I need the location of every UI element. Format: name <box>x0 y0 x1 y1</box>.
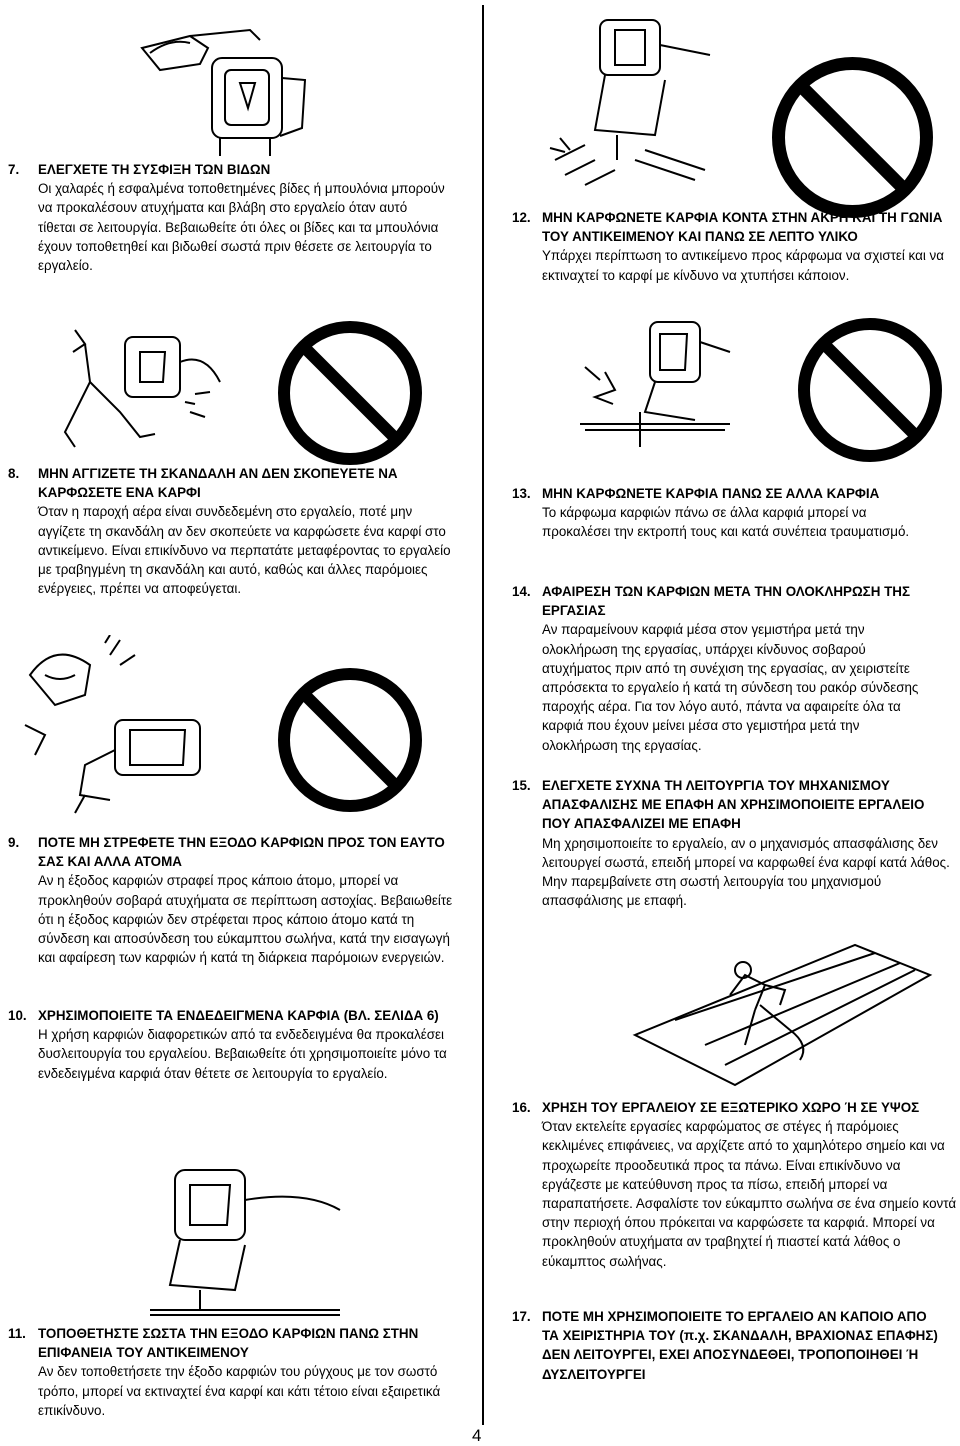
warning-item-14 <box>512 582 932 755</box>
item-heading: ΧΡΗΣΗ ΤΟΥ ΕΡΓΑΛΕΙΟΥ ΣΕ ΕΞΩΤΕΡΙΚΟ ΧΩΡΟ Ή ΣΕ ΥΨΟΣ <box>542 1100 920 1115</box>
item-text: Η χρήση καρφιών διαφορετικών από τα ενδεδειγμένα θα προκαλέσει δυσλειτουργία του εργαλείου. Βεβαιωθείτε ότι χρησιμοποιείτε μόνο τα ενδεδειγμένα καρφιά όταν θέτετε σε λειτουργία το εργαλείο. <box>38 1027 447 1081</box>
item-text: Όταν εκτελείτε εργασίες καρφώματος σε στέγες ή παρόμοιες κεκλιμένες επιφάνειες, να αρχίζετε από το χαμηλότερο σημείο και να προχωρείτε προοδευτικά προς τα πάνω. Είναι επικίνδυνο να εργάζεστε με κατεύθυνση προς τα πίσω, επειδή μπορεί να παραπατήσετε. Ασφαλίστε τον εύκαμπτο σωλήνα σε ένα σημείο κοντά στην περιοχή όπου πρόκειται να καρφώσετε τα καρφιά. Μπορεί να προκληθούν ατυχήματα αν τραβηχτεί ή πιαστεί κατά λάθος ο εύκαμπτος σωλήνας. <box>542 1119 957 1269</box>
item-heading: ΠΟΤΕ ΜΗ ΣΤΡΕΦΕΤΕ ΤΗΝ ΕΞΟΔΟ ΚΑΡΦΙΩΝ ΠΡΟΣ ΤΟΝ ΕΑΥΤΟ ΣΑΣ ΚΑΙ ΑΛΛΑ ΑΤΟΜΑ <box>38 835 445 870</box>
illustration-correct-placement <box>145 1160 345 1320</box>
warning-item-15 <box>512 776 952 910</box>
illustration-nail-on-nail <box>575 312 735 452</box>
column-divider <box>482 5 484 1425</box>
item-number: 15. <box>512 778 531 793</box>
item-text: Υπάρχει περίπτωση το αντικείμενο προς κάρφωμα να σχιστεί και να εκτιναχτεί το καρφί με κίνδυνο να χτυπήσει κάποιον. <box>542 248 944 283</box>
item-heading: ΠΟΤΕ ΜΗ ΧΡΗΣΙΜΟΠΟΙΕΙΤΕ ΤΟ ΕΡΓΑΛΕΙΟ ΑΝ ΚΑΠΟΙΟ ΑΠΟ ΤΑ ΧΕΙΡΙΣΤΗΡΙΑ ΤΟΥ (π.χ. ΣΚΑΝΔΑΛΗ, ΒΡΑΧΙΟΝΑΣ ΕΠΑΦΗΣ) ΔΕΝ ΛΕΙΤΟΥΡΓΕΙ, ΕΧΕΙ ΑΠΟΣΥΝΔΕΘΕΙ, ΤΡΟΠΟΠΟΙΗΘΕΙ Ή ΔΥΣΛΕΙΤΟΥΡΓΕΙ <box>542 1309 938 1382</box>
item-number: 13. <box>512 486 531 501</box>
item-number: 8. <box>8 466 20 481</box>
item-number: 11. <box>8 1326 26 1341</box>
warning-item-7 <box>8 160 448 275</box>
warning-item-17 <box>512 1307 942 1384</box>
item-text: Οι χαλαρές ή εσφαλμένα τοποθετημένες βίδες ή μπουλόνια μπορούν να προκαλέσουν ατυχήματα και βλάβη στο εργαλείο όταν αυτό τίθεται σε λειτουργία. Βεβαιωθείτε ότι όλες οι βίδες και τα μπουλόνια έχουν τοποθετηθεί και βιδωθεί σωστά πριν θέσετε σε λειτουργία το εργαλείο. <box>38 181 445 274</box>
item-number: 16. <box>512 1100 531 1115</box>
item-heading: ΧΡΗΣΙΜΟΠΟΙΕΙΤΕ ΤΑ ΕΝΔΕΔΕΙΓΜΕΝΑ ΚΑΡΦΙΑ (ΒΛ. ΣΕΛΙΔΑ 6) <box>38 1008 439 1023</box>
warning-item-13 <box>512 484 932 542</box>
item-number: 10. <box>8 1008 27 1023</box>
item-text: Μη χρησιμοποιείτε το εργαλείο, αν ο μηχανισμός απασφάλισης δεν λειτουργεί σωστά, επειδή μπορεί να καρφωθεί ένα καρφί κατά λάθος. Μην παρεμβαίνετε στη σωστή λειτουργία του μηχανισμού απασφάλισης με επαφή. <box>542 835 950 909</box>
item-heading: ΕΛΕΓΧΕΤΕ ΤΗ ΣΥΣΦΙΞΗ ΤΩΝ ΒΙΔΩΝ <box>38 162 271 177</box>
item-heading: ΜΗΝ ΚΑΡΦΩΝΕΤΕ ΚΑΡΦΙΑ ΚΟΝΤΑ ΣΤΗΝ ΑΚΡΗ ΚΑΙ ΤΗ ΓΩΝΙΑ ΤΟΥ ΑΝΤΙΚΕΙΜΕΝΟΥ ΚΑΙ ΠΑΝΩ ΣΕ ΛΕΠΤΟ ΥΛΙΚΟ <box>542 210 943 245</box>
item-heading: ΕΛΕΓΧΕΤΕ ΣΥΧΝΑ ΤΗ ΛΕΙΤΟΥΡΓΙΑ ΤΟΥ ΜΗΧΑΝΙΣΜΟΥ ΑΠΑΣΦΑΛΙΣΗΣ ΜΕ ΕΠΑΦΗ ΑΝ ΧΡΗΣΙΜΟΠΟΙΕΙΤΕ ΕΡΓΑΛΕΙΟ ΠΟΥ ΑΠΑΣΦΑΛΙΖΕΙ ΜΕ ΕΠΑΦΗ <box>542 778 925 832</box>
warning-item-16 <box>512 1098 958 1271</box>
item-number: 14. <box>512 584 531 599</box>
illustration-walking-trigger <box>45 322 225 457</box>
page-number: 4 <box>472 1426 482 1445</box>
illustration-roof-work <box>615 935 935 1095</box>
warning-item-8 <box>8 464 458 598</box>
item-number: 7. <box>8 162 20 177</box>
item-heading: ΤΟΠΟΘΕΤΗΣΤΕ ΣΩΣΤΑ ΤΗΝ ΕΞΟΔΟ ΚΑΡΦΙΩΝ ΠΑΝΩ ΣΤΗΝ ΕΠΙΦΑΝΕΙΑ ΤΟΥ ΑΝΤΙΚΕΙΜΕΝΟΥ <box>38 1326 419 1361</box>
item-heading: ΜΗΝ ΚΑΡΦΩΝΕΤΕ ΚΑΡΦΙΑ ΠΑΝΩ ΣΕ ΑΛΛΑ ΚΑΡΦΙΑ <box>542 486 880 501</box>
item-heading: ΑΦΑΙΡΕΣΗ ΤΩΝ ΚΑΡΦΙΩΝ ΜΕΤΑ ΤΗΝ ΟΛΟΚΛΗΡΩΣΗ ΤΗΣ ΕΡΓΑΣΙΑΣ <box>542 584 910 619</box>
prohibition-icon <box>770 55 935 220</box>
prohibition-icon <box>275 318 425 468</box>
prohibition-icon <box>795 315 945 465</box>
item-number: 9. <box>8 835 20 850</box>
prohibition-icon <box>275 665 425 815</box>
item-text: Το κάρφωμα καρφιών πάνω σε άλλα καρφιά μπορεί να προκαλέσει την εκτροπή τους και κατά συνέπεια τραυματισμό. <box>542 505 910 540</box>
item-heading: ΜΗΝ ΑΓΓΙΖΕΤΕ ΤΗ ΣΚΑΝΔΑΛΗ ΑΝ ΔΕΝ ΣΚΟΠΕΥΕΤΕ ΝΑ ΚΑΡΦΩΣΕΤΕ ΕΝΑ ΚΑΡΦΙ <box>38 466 398 501</box>
item-text: Αν δεν τοποθετήσετε την έξοδο καρφιών του ρύγχους με τον σωστό τρόπο, μπορεί να εκτιναχτεί ένα καρφί και κάτι τέτοιο είναι εξαιρετικά επικίνδυνο. <box>38 1364 441 1418</box>
warning-item-11 <box>8 1324 458 1420</box>
illustration-screw-tightening <box>130 8 330 158</box>
item-text: Όταν η παροχή αέρα είναι συνδεδεμένη στο εργαλείο, ποτέ μην αγγίζετε τη σκανδάλη αν δεν σκοπεύετε να καρφώσετε ένα καρφί στο αντικείμενο. Είναι επικίνδυνο να περπατάτε μεταφέροντας το εργαλείο με τραβηγμένη τη σκανδάλη και αυτό, καθώς και άλλες παρόμοιες ενέργειες, πρέπει να αποφεύγεται. <box>38 504 451 597</box>
illustration-pointing-at-person <box>15 635 215 815</box>
item-number: 17. <box>512 1309 531 1324</box>
warning-item-12 <box>512 208 958 285</box>
illustration-edge-nailing <box>545 10 715 190</box>
item-text: Αν παραμείνουν καρφιά μέσα στον γεμιστήρα μετά την ολοκλήρωση της εργασίας, υπάρχει κίνδυνος σοβαρού ατυχήματος πριν από τη συνέχιση της εργασίας, αν χειριστείτε απρόσεκτα το εργαλείο ή κατά τη σύνδεση του ρακόρ σύνδεσης παροχής αέρα. Για τον λόγο αυτό, πάντα να αφαιρείτε όλα τα καρφιά που έχουν μείνει μέσα στο γεμιστήρα μετά την ολοκλήρωση της εργασίας. <box>542 622 919 753</box>
warning-item-10 <box>8 1006 458 1083</box>
warning-item-9 <box>8 833 458 967</box>
item-text: Αν η έξοδος καρφιών στραφεί προς κάποιο άτομο, μπορεί να προκληθούν σοβαρά ατυχήματα σε περίπτωση αστοχίας. Βεβαιωθείτε ότι η έξοδος καρφιών δεν στρέφεται προς κάποιο άτομο κατά τη σύνδεση και αποσύνδεση του εύκαμπτου σωλήνα, κατά την εισαγωγή και αφαίρεση των καρφιών ή κατά τη διάρκεια παρόμοιων ενεργειών. <box>38 873 453 966</box>
item-number: 12. <box>512 210 531 225</box>
